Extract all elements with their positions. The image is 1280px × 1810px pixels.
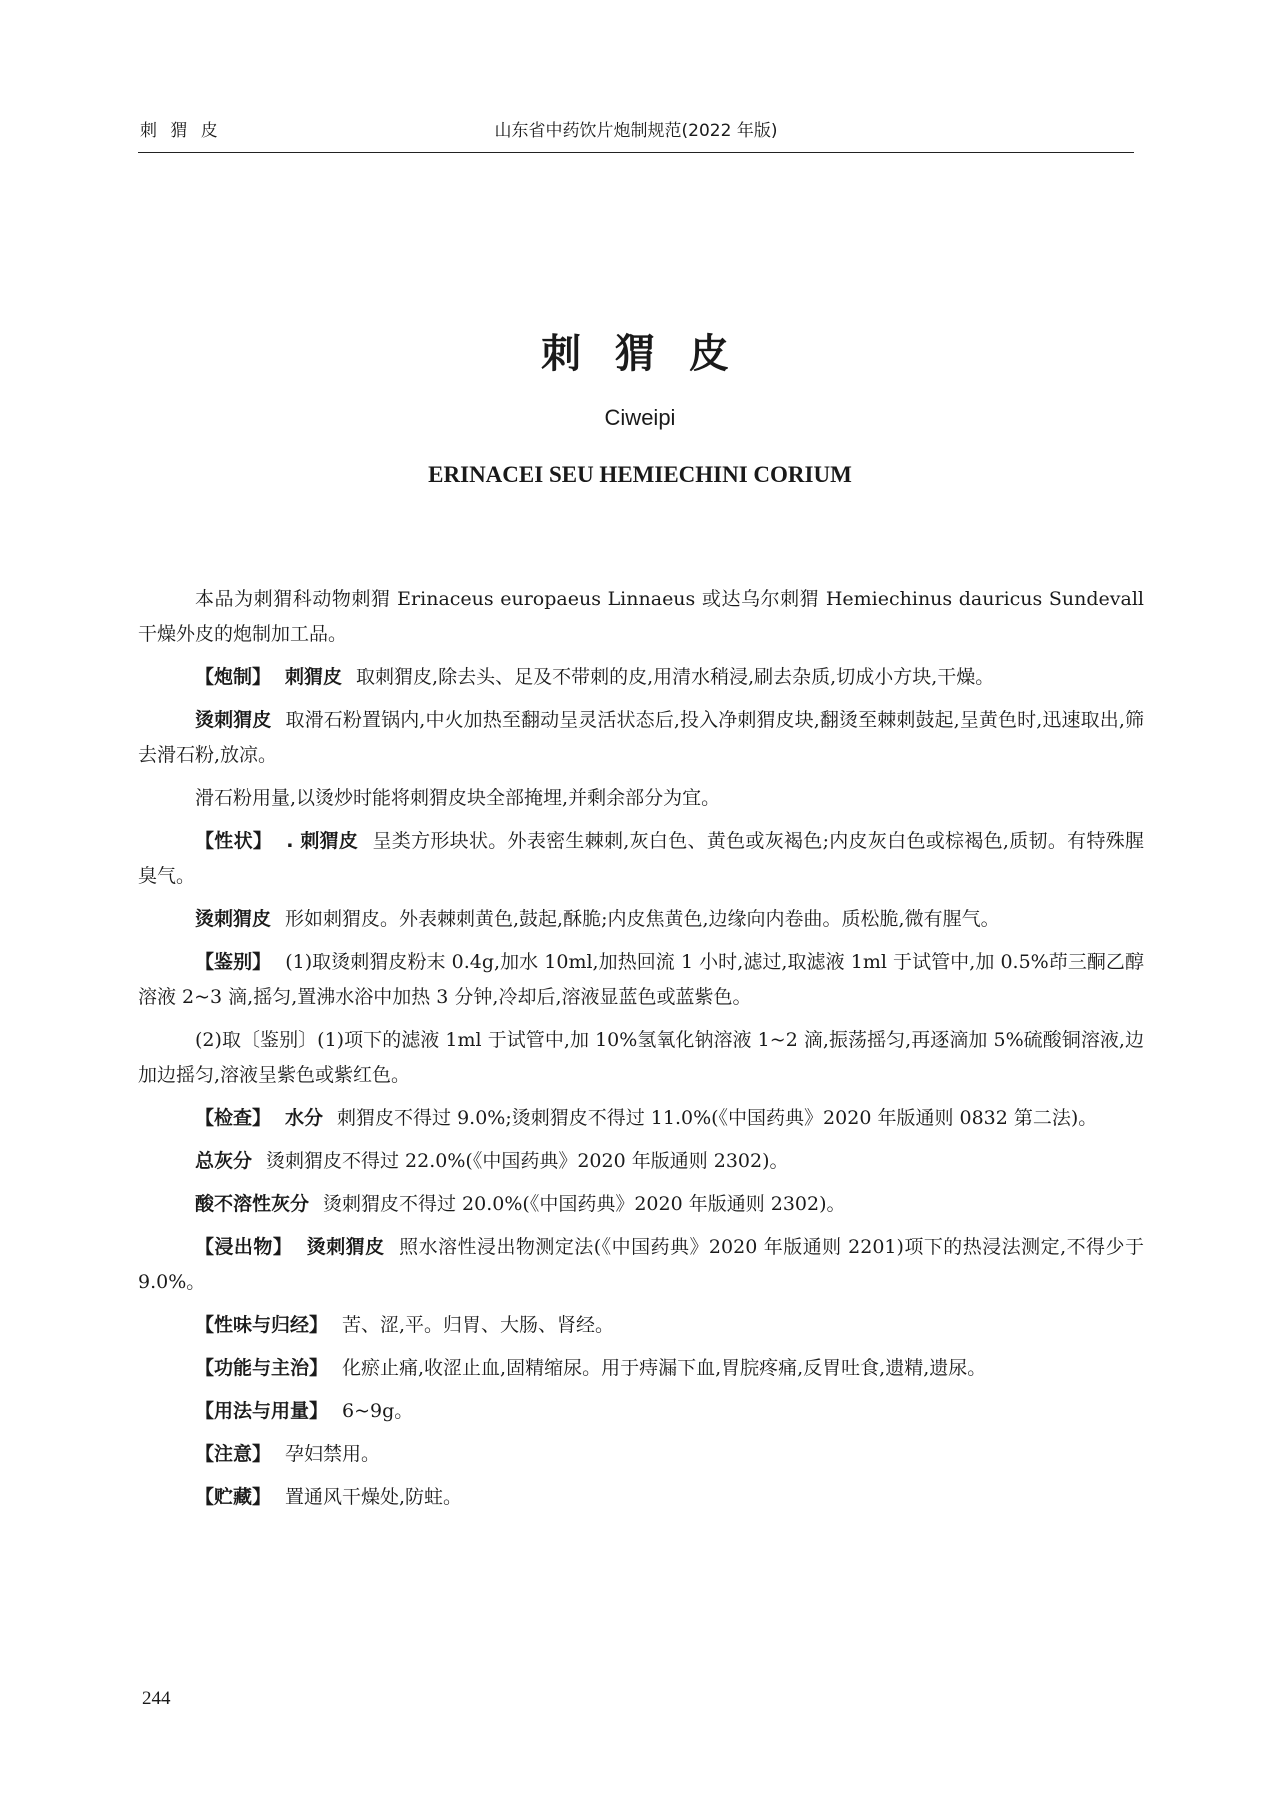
subsection-label: 水分 xyxy=(285,1107,324,1129)
latin-name: ERINACEI SEU HEMIECHINI CORIUM xyxy=(428,462,852,487)
section-label: 【炮制】 xyxy=(195,666,272,688)
section-label: 【贮藏】 xyxy=(195,1486,272,1508)
paragraph xyxy=(138,1230,1144,1300)
paragraph-text: 本品为刺猬科动物刺猬 Erinaceus europaeus Linnaeus 或达乌尔刺猬 Hemiechinus dauricus Sundevall 干燥外皮的炮制加工品。 xyxy=(138,588,1144,645)
pinyin-name: Ciweipi xyxy=(604,405,676,430)
paragraph xyxy=(138,824,1144,894)
paragraph xyxy=(138,945,1144,1015)
page-title: 刺 猬 皮 xyxy=(541,331,739,377)
subsection-label: 烫刺猬皮 xyxy=(195,908,272,930)
paragraph-text: 烫刺猬皮不得过 20.0%(《中国药典》2020 年版通则 2302)。 xyxy=(323,1193,846,1215)
paragraph-text: 6~9g。 xyxy=(342,1400,414,1422)
paragraph-text: 滑石粉用量,以烫炒时能将刺猬皮块全部掩埋,并剩余部分为宜。 xyxy=(195,787,721,809)
paragraph xyxy=(138,1187,1144,1222)
subsection-label: 烫刺猬皮 xyxy=(195,709,272,731)
paragraph xyxy=(138,1308,1144,1343)
monograph-body xyxy=(138,582,1144,1523)
section-label: 【检查】 xyxy=(195,1107,272,1129)
paragraph xyxy=(138,703,1144,773)
paragraph-text: 化瘀止痛,收涩止血,固精缩尿。用于痔漏下血,胃脘疼痛,反胃吐食,遗精,遗尿。 xyxy=(342,1357,987,1379)
paragraph xyxy=(138,582,1144,652)
paragraph-text: 苦、涩,平。归胃、大肠、肾经。 xyxy=(342,1314,615,1336)
paragraph-text: 呈类方形块状。外表密生棘刺,灰白色、黄色或灰褐色;内皮灰白色或棕褐色,质韧。有特殊腥臭气。 xyxy=(138,830,1144,887)
section-label: 【用法与用量】 xyxy=(195,1400,329,1422)
paragraph-text: (1)取烫刺猬皮粉末 0.4g,加水 10ml,加热回流 1 小时,滤过,取滤液 1ml 于试管中,加 0.5%茚三酮乙醇溶液 2~3 滴,摇匀,置沸水浴中加热 3 分钟,冷却后,溶液显蓝色或蓝紫色。 xyxy=(138,951,1144,1008)
paragraph-text: (2)取〔鉴别〕(1)项下的滤液 1ml 于试管中,加 10%氢氧化钠溶液 1~2 滴,振荡摇匀,再逐滴加 5%硫酸铜溶液,边加边摇匀,溶液呈紫色或紫红色。 xyxy=(138,1029,1144,1086)
paragraph xyxy=(138,1144,1144,1179)
paragraph-text: 取刺猬皮,除去头、足及不带刺的皮,用清水稍浸,刷去杂质,切成小方块,干燥。 xyxy=(356,666,995,688)
paragraph xyxy=(138,1101,1144,1136)
paragraph xyxy=(138,902,1144,937)
subsection-label: 烫刺猬皮 xyxy=(306,1236,385,1258)
section-label: 【功能与主治】 xyxy=(195,1357,329,1379)
section-label: 【性状】 xyxy=(195,830,273,852)
paragraph xyxy=(138,1480,1144,1515)
paragraph-text: 照水溶性浸出物测定法(《中国药典》2020 年版通则 2201)项下的热浸法测定,不得少于 9.0%。 xyxy=(138,1236,1144,1293)
section-label: 【注意】 xyxy=(195,1443,272,1465)
header-book-title: 山东省中药饮片炮制规范(2022 年版) xyxy=(494,121,778,141)
subsection-label: 刺猬皮 xyxy=(285,666,343,688)
paragraph xyxy=(138,1023,1144,1093)
section-label: 【鉴别】 xyxy=(195,951,272,973)
paragraph-text: 置通风干燥处,防蛀。 xyxy=(285,1486,463,1508)
subsection-label: . 刺猬皮 xyxy=(286,830,359,852)
paragraph xyxy=(138,781,1144,816)
paragraph-text: 烫刺猬皮不得过 22.0%(《中国药典》2020 年版通则 2302)。 xyxy=(266,1150,789,1172)
section-label: 【性味与归经】 xyxy=(195,1314,329,1336)
running-header xyxy=(138,112,1134,153)
page-number: 244 xyxy=(142,1688,171,1709)
paragraph-text: 形如刺猬皮。外表棘刺黄色,鼓起,酥脆;内皮焦黄色,边缘向内卷曲。质松脆,微有腥气。 xyxy=(285,908,1000,930)
paragraph xyxy=(138,1437,1144,1472)
paragraph-text: 刺猬皮不得过 9.0%;烫刺猬皮不得过 11.0%(《中国药典》2020 年版通则 0832 第二法)。 xyxy=(337,1107,1098,1129)
section-label: 【浸出物】 xyxy=(195,1236,293,1258)
paragraph xyxy=(138,660,1144,695)
paragraph xyxy=(138,1351,1144,1386)
subsection-label: 酸不溶性灰分 xyxy=(195,1193,310,1215)
header-entry-name: 刺 猬 皮 xyxy=(140,121,222,141)
paragraph-text: 孕妇禁用。 xyxy=(285,1443,381,1465)
paragraph xyxy=(138,1394,1144,1429)
paragraph-text: 取滑石粉置锅内,中火加热至翻动呈灵活状态后,投入净刺猬皮块,翻烫至棘刺鼓起,呈黄色时,迅速取出,筛去滑石粉,放凉。 xyxy=(138,709,1144,766)
subsection-label: 总灰分 xyxy=(195,1150,253,1172)
